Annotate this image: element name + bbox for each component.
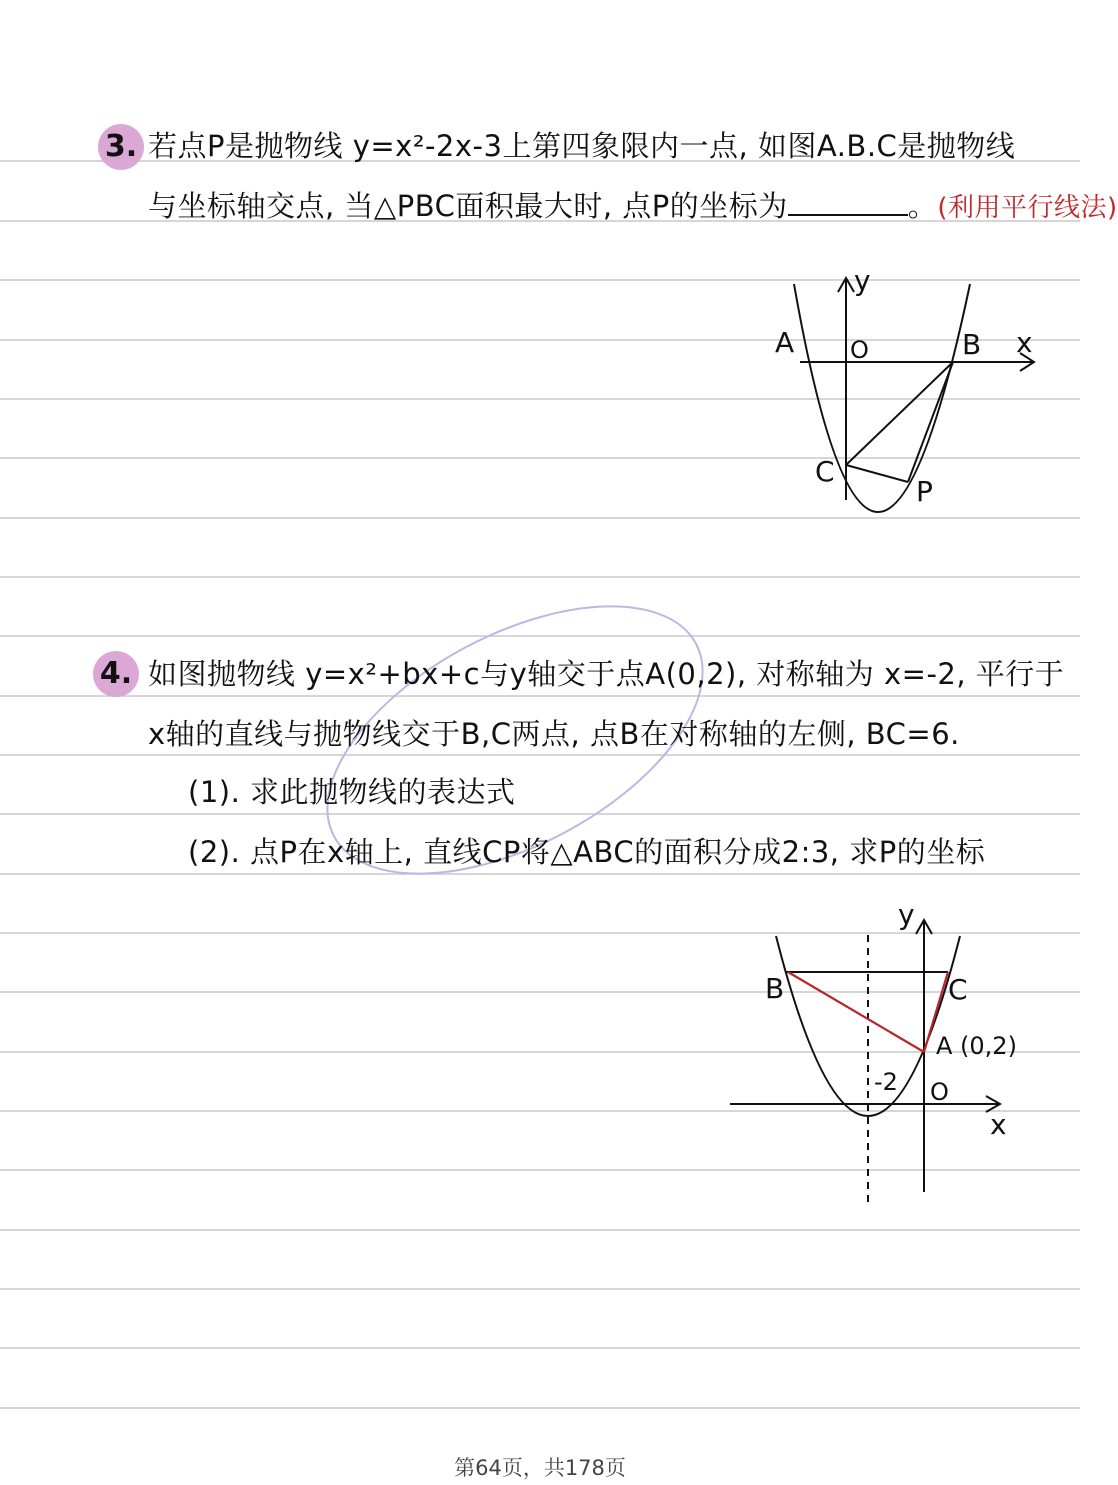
method-hint: (利用平行线法) [937,193,1118,223]
question-3-line-2-text: 与坐标轴交点, 当△PBC面积最大时, 点P的坐标为 [148,189,788,223]
q4-label-sym: -2 [874,1068,898,1096]
q4-label-y: y [898,898,915,931]
question-4-badge: 4. [93,651,139,697]
q4-label-c: C [948,973,968,1006]
q3-label-p: P [916,475,933,508]
q3-label-c: C [815,455,835,488]
question-4-line-2: x轴的直线与抛物线交于B,C两点, 点B在对称轴的左侧, BC=6. [148,717,960,751]
q3-label-origin: O [850,336,869,364]
page-footer: 第64页，共178页 [454,1456,626,1480]
q4-label-origin: O [930,1078,949,1106]
q4-label-a: A (0,2) [936,1032,1017,1060]
question-3-line-1: 若点P是抛物线 y=x²-2x-3上第四象限内一点, 如图A.B.C是抛物线 [148,129,1016,163]
q4-label-b: B [765,972,785,1005]
q3-label-a: A [775,326,795,359]
question-4-part-1: (1). 求此抛物线的表达式 [188,775,516,809]
q3-label-x: x [1016,326,1033,359]
q4-label-x: x [990,1108,1007,1141]
q3-label-b: B [962,328,982,361]
question-4-line-1: 如图抛物线 y=x²+bx+c与y轴交于点A(0,2), 对称轴为 x=-2, 平行于 [148,657,1065,691]
q3-label-y: y [854,264,871,297]
question-4-part-2: (2). 点P在x轴上, 直线CP将△ABC的面积分成2:3, 求P的坐标 [188,835,986,869]
question-3-badge: 3. [98,124,144,170]
question-3-period: 。 [907,189,938,223]
